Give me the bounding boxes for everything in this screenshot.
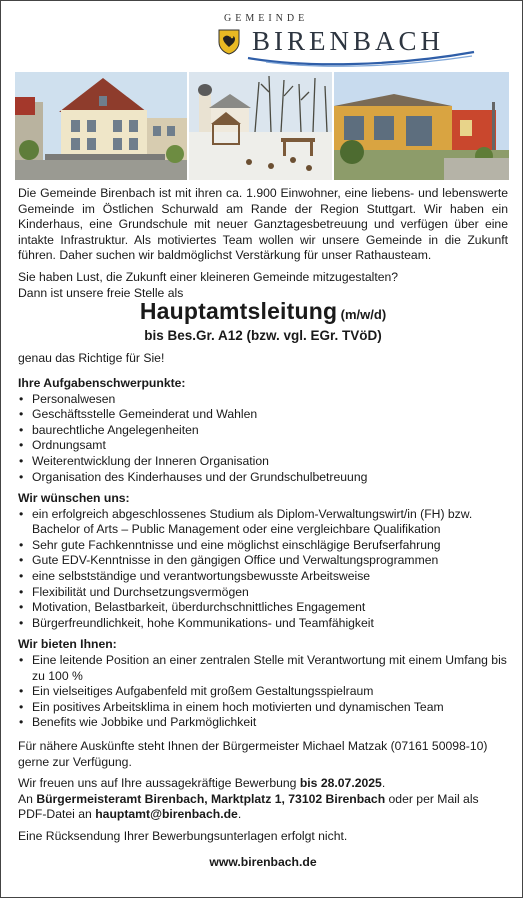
list-item: • Ein vielseitiges Aufgabenfeld mit großem Gestaltungsspielraum bbox=[18, 684, 508, 700]
kindergarten-photo bbox=[334, 72, 509, 180]
contact-paragraph: Für nähere Auskünfte steht Ihnen der Bürgermeister Michael Matzak (07161 50098-10) gerne zur Verfügung. bbox=[18, 739, 488, 769]
list-item: • Sehr gute Fachkenntnisse und eine möglichst einschlägige Berufserfahrung bbox=[18, 538, 508, 554]
photo-strip bbox=[15, 72, 509, 180]
job-ad-content bbox=[18, 186, 508, 870]
church-playground-photo bbox=[189, 72, 332, 180]
wishes-list bbox=[18, 507, 508, 632]
offers-heading: Wir bieten Ihnen: bbox=[18, 637, 117, 652]
list-item: • Organisation des Kinderhauses und der Grundschulbetreuung bbox=[18, 470, 508, 486]
apply-paragraph bbox=[18, 776, 508, 823]
list-item: • eine selbstständige und verantwortungsbewusste Arbeitsweise bbox=[18, 569, 508, 585]
list-item: • Eine leitende Position an einer zentralen Stelle mit Verantwortung mit einem Umfang bis zu 100 % bbox=[18, 653, 508, 684]
municipal-coat-of-arms-icon bbox=[218, 29, 240, 55]
list-item: • Motivation, Belastbarkeit, überdurchschnittliches Engagement bbox=[18, 600, 508, 616]
job-title bbox=[18, 298, 508, 325]
return-note: Eine Rücksendung Ihrer Bewerbungsunterlagen erfolgt nicht. bbox=[18, 828, 348, 843]
list-item: • Ein positives Arbeitsklima in einem hoch motivierten und dynamischen Team bbox=[18, 700, 508, 716]
apply-text: Wir freuen uns auf Ihre aussagekräftige Bewerbung bbox=[18, 776, 297, 791]
offers-list bbox=[18, 653, 508, 731]
apply-mail-text: oder per Mail als PDF-Datei an bbox=[18, 791, 479, 822]
list-item: • Personalwesen bbox=[18, 392, 508, 408]
lead-line-2: Dann ist unsere freie Stelle als bbox=[18, 285, 184, 300]
list-item: • Benefits wie Jobbike und Parkmöglichkeit bbox=[18, 715, 508, 731]
list-item: • ein erfolgreich abgeschlossenes Studium als Diplom-Verwaltungswirt/in (FH) bzw. Bachelor of Arts – Public Management oder eine vergleichbare Qualifikation bbox=[18, 507, 508, 538]
list-item: • baurechtliche Angelegenheiten bbox=[18, 423, 508, 439]
municipality-logo bbox=[218, 10, 478, 68]
pay-grade: bis Bes.Gr. A12 (bzw. vgl. EGr. TVöD) bbox=[144, 327, 382, 343]
logo-gemeinde-label: GEMEINDE bbox=[224, 13, 309, 24]
application-deadline: bis 28.07.2025 bbox=[299, 776, 382, 791]
application-email-link[interactable]: hauptamt@birenbach.de bbox=[95, 807, 238, 822]
logo-swoosh bbox=[246, 50, 476, 68]
logo-name: BIRENBACH bbox=[252, 26, 445, 56]
wishes-heading: Wir wünschen uns: bbox=[18, 491, 130, 506]
list-item: • Ordnungsamt bbox=[18, 438, 508, 454]
website-link[interactable]: www.birenbach.de bbox=[209, 854, 317, 869]
apply-end-period: . bbox=[237, 807, 242, 822]
town-hall-photo bbox=[15, 72, 187, 180]
list-item: • Bürgerfreundlichkeit, hohe Kommunikations- und Teamfähigkeit bbox=[18, 616, 508, 632]
list-item: • Gute EDV-Kenntnisse in den gängigen Office und Verwaltungsprogrammen bbox=[18, 553, 508, 569]
job-title-text: Hauptamtsleitung bbox=[139, 298, 338, 325]
tasks-list bbox=[18, 392, 508, 486]
lead-line-1: Sie haben Lust, die Zukunft einer kleineren Gemeinde mitzugestalten? bbox=[18, 269, 399, 284]
job-title-suffix: (m/w/d) bbox=[340, 307, 387, 323]
tagline: genau das Richtige für Sie! bbox=[18, 351, 165, 366]
apply-period: . bbox=[381, 776, 386, 791]
list-item: • Geschäftsstelle Gemeinderat und Wahlen bbox=[18, 407, 508, 423]
list-item: • Flexibilität und Durchsetzungsvermögen bbox=[18, 585, 508, 601]
list-item: • Weiterentwicklung der Inneren Organisation bbox=[18, 454, 508, 470]
apply-to-label: An bbox=[18, 791, 33, 806]
application-address: Bürgermeisteramt Birenbach, Marktplatz 1, 73102 Birenbach bbox=[36, 791, 386, 806]
tasks-heading: Ihre Aufgabenschwerpunkte: bbox=[18, 375, 186, 390]
intro-paragraph: Die Gemeinde Birenbach ist mit ihren ca. 1.900 Einwohner, eine liebens- und lebenswerte Gemeinde im Östlichen Schurwald am Rande der Region Stuttgart. Wir haben ein Kinderhaus, eine Grundschule mit neuer Ganztagesbetreuung und verfügen über eine intakte Infrastruktur. Als motiviertes Team wollen wir unsere Gemeinde in die Zukunft führen. Daher suchen wir baldmöglichst Verstärkung für unser Rathausteam. bbox=[18, 186, 508, 263]
